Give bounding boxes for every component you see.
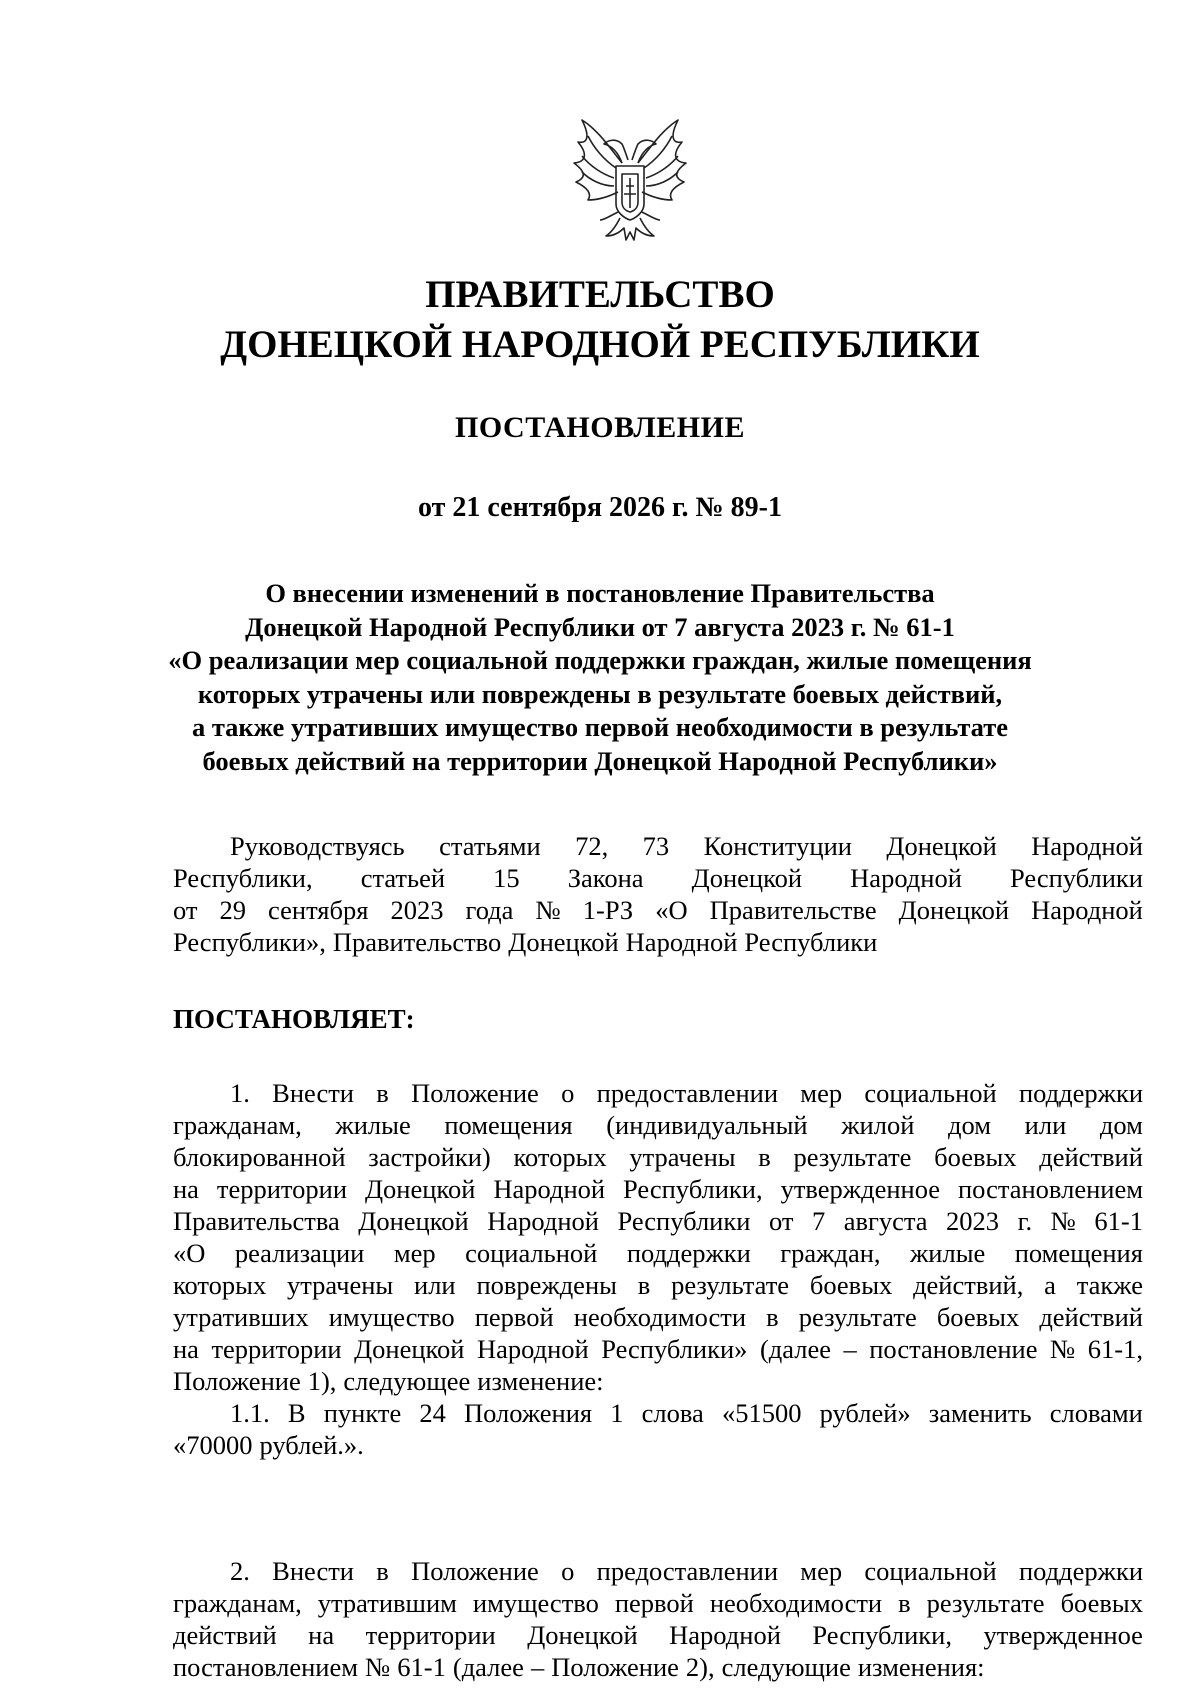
word: «О bbox=[655, 895, 688, 925]
word: блокированной bbox=[173, 1142, 346, 1172]
word: заменить bbox=[928, 1398, 1032, 1428]
word: мер bbox=[800, 1556, 843, 1586]
text-line bbox=[173, 1587, 1143, 1619]
word: о bbox=[561, 1556, 575, 1586]
word: которых bbox=[513, 1142, 607, 1172]
text-line bbox=[173, 1237, 1143, 1269]
word: жилой bbox=[841, 1110, 915, 1140]
word: социальной bbox=[864, 1556, 997, 1586]
word: действий, bbox=[913, 1270, 1024, 1300]
text-line bbox=[173, 1077, 1143, 1109]
word: № bbox=[365, 1652, 391, 1682]
word: действий bbox=[173, 1620, 277, 1650]
word: слова bbox=[641, 1398, 704, 1428]
word: реализации bbox=[234, 1238, 365, 1268]
word: 1.1. bbox=[230, 1398, 270, 1428]
text-line bbox=[173, 1301, 1143, 1333]
document-subject bbox=[100, 577, 1100, 778]
subject-line: а также утративших имущество первой необходимости в результате bbox=[191, 712, 1009, 742]
word: Республики, bbox=[812, 1620, 952, 1650]
word: утратившим bbox=[317, 1588, 457, 1618]
word: результате bbox=[926, 1588, 1045, 1618]
word: социальной bbox=[864, 1078, 997, 1108]
word: Положения bbox=[463, 1398, 593, 1428]
word: сентября bbox=[268, 895, 369, 925]
word: года bbox=[465, 895, 514, 925]
word: Донецкой bbox=[354, 1334, 465, 1364]
preamble-paragraph bbox=[173, 830, 1143, 958]
word: следующие bbox=[721, 1652, 851, 1682]
word: постановлением bbox=[957, 1174, 1143, 1204]
word: на bbox=[173, 1334, 199, 1364]
word: Народной bbox=[1031, 895, 1143, 925]
word: В bbox=[287, 1398, 306, 1428]
subject-line: Донецкой Народной Республики от 7 августа 2023 г. № 61-1 bbox=[245, 611, 955, 642]
word: дом bbox=[948, 1110, 992, 1140]
government-title-line2: ДОНЕЦКОЙ НАРОДНОЙ РЕСПУБЛИКИ bbox=[220, 323, 980, 366]
word: Донецкой bbox=[886, 831, 997, 861]
word: № bbox=[535, 895, 561, 925]
resolves-heading: ПОСТАНОВЛЯЕТ: bbox=[173, 1004, 415, 1034]
word: «51500 bbox=[721, 1398, 802, 1428]
text-line bbox=[173, 830, 1143, 862]
word: дом bbox=[1099, 1110, 1143, 1140]
word: № bbox=[1049, 1334, 1076, 1364]
word: 1), bbox=[307, 1366, 337, 1396]
subject-line: которых утрачены или повреждены в результате боевых действий, bbox=[197, 678, 1003, 709]
text-line bbox=[173, 1429, 1143, 1461]
word: также bbox=[1076, 1270, 1143, 1300]
word: г. bbox=[1017, 1206, 1033, 1236]
word: Донецкой bbox=[898, 895, 1010, 925]
word: постановление bbox=[869, 1334, 1038, 1364]
text-line bbox=[173, 894, 1143, 926]
word: предоставлении bbox=[596, 1556, 778, 1586]
text-line bbox=[173, 1269, 1143, 1301]
word: 2), bbox=[685, 1652, 715, 1682]
word: результате bbox=[798, 1302, 917, 1332]
word: Народной bbox=[487, 1206, 599, 1236]
word: от bbox=[173, 895, 198, 925]
word: 2. bbox=[230, 1556, 250, 1586]
word: застройки) bbox=[368, 1142, 491, 1172]
word: рублей» bbox=[819, 1398, 911, 1428]
word: в bbox=[376, 1078, 389, 1108]
word: Народной bbox=[477, 1334, 589, 1364]
word: в bbox=[898, 1588, 911, 1618]
word: Республики», bbox=[173, 927, 326, 957]
word: «О bbox=[173, 1238, 206, 1268]
word: Внести bbox=[272, 1078, 354, 1108]
word: Донецкой bbox=[364, 1174, 476, 1204]
word: территории bbox=[365, 1620, 496, 1650]
text-line bbox=[173, 1109, 1143, 1141]
word: поддержки bbox=[1018, 1078, 1143, 1108]
word: 15 bbox=[493, 863, 520, 893]
document-type: ПОСТАНОВЛЕНИЕ bbox=[455, 411, 745, 444]
word: 2023 bbox=[390, 895, 444, 925]
word: Внести bbox=[272, 1556, 354, 1586]
government-title-line1: ПРАВИТЕЛЬСТВО bbox=[425, 273, 775, 316]
word: Республики bbox=[617, 1206, 751, 1236]
word: боевых bbox=[1060, 1588, 1143, 1618]
text-line bbox=[173, 1205, 1143, 1237]
word: гражданам, bbox=[173, 1110, 302, 1140]
subject-line: «О реализации мер социальной поддержки граждан, жилые помещения bbox=[168, 645, 1032, 675]
word: 73 bbox=[642, 831, 670, 861]
word: 72, bbox=[575, 831, 609, 861]
text-line bbox=[173, 1141, 1143, 1173]
word: 29 bbox=[219, 895, 247, 925]
word: территории bbox=[211, 1334, 342, 1364]
word: в bbox=[758, 1142, 771, 1172]
word: имущество bbox=[472, 1588, 599, 1618]
word: боевых bbox=[934, 1142, 1017, 1172]
text-line bbox=[173, 1397, 1143, 1429]
word: социальной bbox=[465, 1238, 598, 1268]
word: рублей.». bbox=[259, 1430, 364, 1460]
word: (далее bbox=[452, 1652, 524, 1682]
word: 7 bbox=[811, 1206, 826, 1236]
word: или bbox=[1024, 1110, 1067, 1140]
point-2-paragraph bbox=[173, 1555, 1143, 1683]
subject-line: О внесении изменений в постановление Правительства bbox=[265, 578, 935, 608]
word: Народной bbox=[1031, 831, 1143, 861]
word: результате bbox=[671, 1270, 790, 1300]
word: помещения bbox=[1014, 1238, 1143, 1268]
word: Республики» bbox=[601, 1334, 748, 1364]
word: Закона bbox=[567, 863, 644, 893]
word: в bbox=[376, 1556, 389, 1586]
word: Положение bbox=[551, 1652, 679, 1682]
word: утвержденное bbox=[983, 1620, 1143, 1650]
double-headed-eagle-coat-of-arms-icon bbox=[560, 108, 700, 258]
text-line bbox=[173, 1651, 1143, 1683]
word: Правительства bbox=[173, 1206, 340, 1236]
word: изменение: bbox=[477, 1366, 604, 1396]
word: первой bbox=[474, 1302, 554, 1332]
word: пункте bbox=[323, 1398, 402, 1428]
word: утвержденное bbox=[780, 1174, 941, 1204]
word: необходимости bbox=[709, 1588, 883, 1618]
word: Народной bbox=[669, 1620, 781, 1650]
government-title bbox=[0, 270, 1200, 370]
text-line bbox=[173, 1173, 1143, 1205]
word: необходимости bbox=[573, 1302, 747, 1332]
word: следующее bbox=[343, 1366, 471, 1396]
word: поддержки bbox=[626, 1238, 751, 1268]
word: 61-1 bbox=[1094, 1206, 1143, 1236]
word: на bbox=[308, 1620, 335, 1650]
word: Правительстве bbox=[709, 895, 877, 925]
text-line bbox=[173, 1333, 1143, 1365]
word: Положение bbox=[173, 1366, 301, 1396]
text-line bbox=[173, 1619, 1143, 1651]
word: 61-1, bbox=[1087, 1334, 1143, 1364]
word: Республики, bbox=[173, 863, 313, 893]
word: которых bbox=[173, 1270, 267, 1300]
word: Республики, bbox=[623, 1174, 763, 1204]
word: на bbox=[173, 1174, 199, 1204]
word: Донецкой bbox=[358, 1206, 469, 1236]
word: в bbox=[637, 1270, 651, 1300]
word: Конституции bbox=[703, 831, 852, 861]
word: № bbox=[1050, 1206, 1076, 1236]
word: 2023 bbox=[946, 1206, 1000, 1236]
word: утрачены bbox=[629, 1142, 736, 1172]
word: (далее bbox=[759, 1334, 831, 1364]
word: постановлением bbox=[173, 1652, 358, 1682]
word: действий bbox=[1039, 1302, 1143, 1332]
word: в bbox=[766, 1302, 779, 1332]
word: Народной bbox=[850, 863, 962, 893]
point-1-paragraph bbox=[173, 1077, 1143, 1461]
word: боевых bbox=[809, 1270, 893, 1300]
word: изменения: bbox=[857, 1652, 985, 1682]
word: территории bbox=[216, 1174, 348, 1204]
word: – bbox=[530, 1652, 545, 1682]
word: Руководствуясь bbox=[230, 831, 405, 861]
word: (индивидуальный bbox=[606, 1110, 808, 1140]
word: действий bbox=[1039, 1142, 1143, 1172]
word: граждан, bbox=[780, 1238, 881, 1268]
text-line bbox=[173, 1365, 1143, 1397]
word: 1-РЗ bbox=[582, 895, 634, 925]
word: а bbox=[1044, 1270, 1056, 1300]
word: повреждены bbox=[476, 1270, 617, 1300]
word: предоставлении bbox=[596, 1078, 778, 1108]
word: поддержки bbox=[1018, 1556, 1143, 1586]
word: утративших bbox=[173, 1302, 309, 1332]
word: «70000 bbox=[173, 1430, 253, 1460]
word: имущество bbox=[328, 1302, 455, 1332]
subject-line: боевых действий на территории Донецкой Народной Республики» bbox=[202, 745, 998, 776]
word: Донецкой bbox=[691, 863, 803, 893]
word: жилые bbox=[909, 1238, 986, 1268]
word: Положение bbox=[411, 1556, 539, 1586]
word: 1. bbox=[230, 1078, 250, 1108]
text-line bbox=[173, 862, 1143, 894]
word: Донецкой bbox=[508, 927, 619, 957]
document-date-number: от 21 сентября 2026 г. № 89-1 bbox=[418, 492, 782, 523]
word: Народной bbox=[493, 1174, 606, 1204]
word: гражданам, bbox=[173, 1588, 302, 1618]
word: 61-1 bbox=[397, 1652, 446, 1682]
word: мер bbox=[800, 1078, 843, 1108]
word: о bbox=[561, 1078, 575, 1108]
word: боевых bbox=[936, 1302, 1020, 1332]
word: августа bbox=[843, 1206, 928, 1236]
word: 1 bbox=[610, 1398, 624, 1428]
text-line bbox=[173, 926, 1143, 958]
word: от bbox=[768, 1206, 794, 1236]
word: жилые bbox=[335, 1110, 411, 1140]
word: помещения bbox=[444, 1110, 573, 1140]
word: Народной bbox=[625, 927, 738, 957]
word: результате bbox=[793, 1142, 912, 1172]
word: словами bbox=[1049, 1398, 1143, 1428]
word: статьей bbox=[360, 863, 446, 893]
word: Донецкой bbox=[527, 1620, 638, 1650]
word: мер bbox=[393, 1238, 436, 1268]
word: Положение bbox=[411, 1078, 539, 1108]
word: или bbox=[414, 1270, 456, 1300]
word: – bbox=[843, 1334, 857, 1364]
text-line bbox=[173, 1555, 1143, 1587]
word: 24 bbox=[419, 1398, 446, 1428]
word: Республики bbox=[744, 927, 878, 957]
word: Правительство bbox=[332, 927, 502, 957]
word: первой bbox=[614, 1588, 694, 1618]
word: Республики bbox=[1010, 863, 1143, 893]
word: статьями bbox=[439, 831, 541, 861]
word: утрачены bbox=[287, 1270, 394, 1300]
